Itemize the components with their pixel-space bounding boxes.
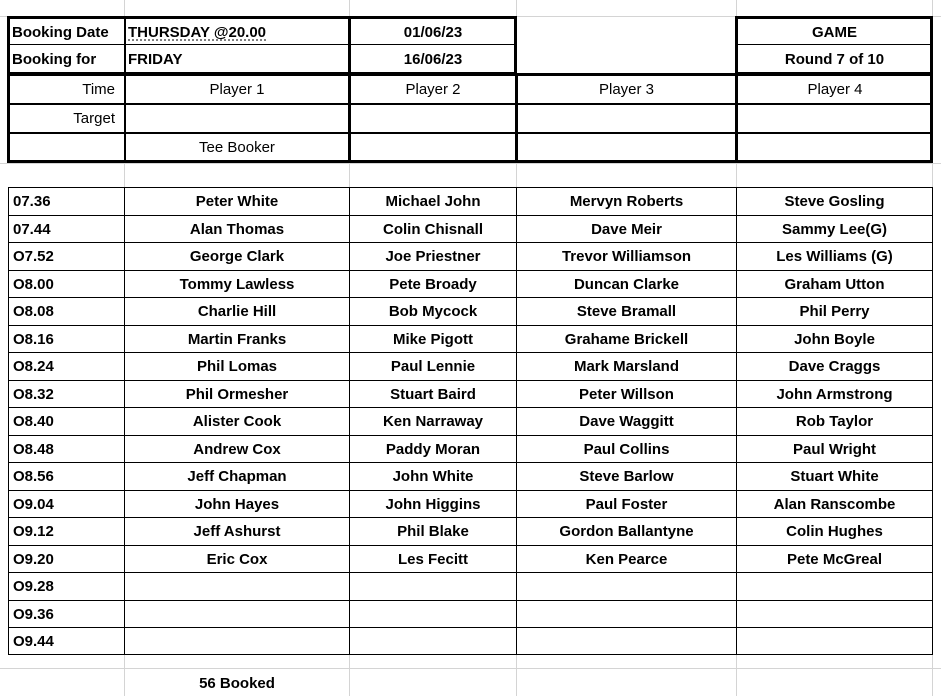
time-cell: O9.44 <box>13 632 54 650</box>
player-1-cell: Eric Cox <box>206 550 268 568</box>
player-2-cell: John White <box>392 467 474 485</box>
player-2-cell: Paul Lennie <box>390 357 476 375</box>
tee-booker-label: Tee Booker <box>199 139 275 156</box>
player-1-cell: Tommy Lawless <box>179 275 295 293</box>
time-cell: O8.32 <box>13 385 54 403</box>
player-2-cell: Michael John <box>385 192 481 210</box>
player-2-cell: Colin Chisnall <box>382 220 483 238</box>
booked-count: 56 Booked <box>199 674 275 692</box>
player-1-cell: Alan Thomas <box>189 220 285 238</box>
player-4-cell: Sammy Lee(G) <box>781 220 888 238</box>
player-2-cell: John Higgins <box>385 495 481 513</box>
player-1-cell: George Clark <box>189 247 285 265</box>
player-3-cell: Paul Collins <box>583 440 670 458</box>
time-cell: O8.48 <box>13 440 54 458</box>
player-4-cell: Rob Taylor <box>795 412 874 430</box>
booking-for-date: 16/06/23 <box>403 51 463 68</box>
player-3-cell: Dave Waggitt <box>579 412 674 430</box>
player-4-cell: Graham Utton <box>784 275 885 293</box>
player-1-header: Player 1 <box>209 81 265 98</box>
player-2-cell: Stuart Baird <box>390 385 476 403</box>
player-3-cell: Mervyn Roberts <box>569 192 684 210</box>
game-label: GAME <box>812 23 857 41</box>
player-3-cell: Mark Marsland <box>573 357 680 375</box>
player-4-cell <box>737 600 932 628</box>
player-4-header: Player 4 <box>807 81 863 98</box>
player-3-cell: Paul Foster <box>585 495 668 513</box>
booking-for-label: Booking for <box>12 51 97 68</box>
player-4-cell <box>737 627 932 655</box>
time-cell: O8.08 <box>13 302 54 320</box>
player-3-cell: Dave Meir <box>591 220 662 238</box>
player-1-cell <box>125 627 349 655</box>
time-label: Time <box>82 81 115 98</box>
time-cell: O8.40 <box>13 412 54 430</box>
player-4-cell: Pete McGreal <box>786 550 883 568</box>
player-4-cell: John Armstrong <box>776 385 893 403</box>
player-4-cell: Colin Hughes <box>786 522 883 540</box>
player-2-cell: Paddy Moran <box>385 440 481 458</box>
time-cell: O9.04 <box>13 495 54 513</box>
player-1-cell: Andrew Cox <box>193 440 281 458</box>
player-1-cell: Peter White <box>195 192 279 210</box>
time-cell: O8.56 <box>13 467 54 485</box>
player-4-cell <box>737 572 932 600</box>
player-3-cell: Peter Willson <box>579 385 674 403</box>
player-2-header: Player 2 <box>405 81 461 98</box>
player-3-cell: Steve Barlow <box>579 467 674 485</box>
player-1-cell: Jeff Ashurst <box>193 522 281 540</box>
player-1-cell: Jeff Chapman <box>187 467 287 485</box>
time-cell: O9.12 <box>13 522 54 540</box>
player-3-cell <box>517 600 736 628</box>
player-3-cell <box>517 627 736 655</box>
player-1-cell: Alister Cook <box>192 412 282 430</box>
player-4-cell: Paul Wright <box>792 440 877 458</box>
booking-for-value: FRIDAY <box>128 51 183 68</box>
player-2-cell <box>350 600 516 628</box>
booking-date-label: Booking Date <box>12 23 109 41</box>
player-3-cell: Steve Bramall <box>576 302 677 320</box>
player-3-cell: Grahame Brickell <box>564 330 689 348</box>
player-1-cell: Phil Lomas <box>196 357 278 375</box>
time-cell: O9.20 <box>13 550 54 568</box>
booking-date-date: 01/06/23 <box>403 23 463 41</box>
player-2-cell: Phil Blake <box>397 522 469 540</box>
time-cell: O7.52 <box>13 247 54 265</box>
time-cell: O9.36 <box>13 605 54 623</box>
round-label: Round 7 of 10 <box>784 51 885 68</box>
player-4-cell: Phil Perry <box>799 302 870 320</box>
player-2-cell: Mike Pigott <box>392 330 473 348</box>
player-1-cell: Phil Ormesher <box>185 385 289 403</box>
player-3-cell: Trevor Williamson <box>561 247 692 265</box>
player-3-cell <box>517 572 736 600</box>
player-2-cell: Pete Broady <box>389 275 477 293</box>
player-1-cell: Martin Franks <box>187 330 287 348</box>
player-2-cell: Joe Priestner <box>385 247 481 265</box>
player-1-cell: Charlie Hill <box>197 302 277 320</box>
time-cell: O9.28 <box>13 577 54 595</box>
player-1-cell: John Hayes <box>194 495 280 513</box>
time-cell: O8.00 <box>13 275 54 293</box>
time-cell: O8.24 <box>13 357 54 375</box>
player-1-cell <box>125 600 349 628</box>
player-4-cell: Dave Craggs <box>788 357 881 375</box>
booking-date-value: THURSDAY @20.00 <box>128 23 267 41</box>
player-4-cell: Les Williams (G) <box>776 247 893 265</box>
player-1-cell <box>125 572 349 600</box>
player-2-cell <box>350 627 516 655</box>
player-2-cell: Bob Mycock <box>388 302 478 320</box>
player-2-cell: Les Fecitt <box>397 550 469 568</box>
player-4-cell: Steve Gosling <box>784 192 885 210</box>
player-4-cell: Alan Ranscombe <box>773 495 896 513</box>
player-4-cell: John Boyle <box>794 330 875 348</box>
player-3-cell: Duncan Clarke <box>573 275 680 293</box>
time-cell: 07.44 <box>13 220 51 238</box>
player-2-cell: Ken Narraway <box>382 412 484 430</box>
player-3-cell: Gordon Ballantyne <box>559 522 694 540</box>
player-3-cell: Ken Pearce <box>585 550 668 568</box>
time-cell: O8.16 <box>13 330 54 348</box>
target-label: Target <box>73 110 115 127</box>
player-4-cell: Stuart White <box>790 467 879 485</box>
time-cell: 07.36 <box>13 192 51 210</box>
player-2-cell <box>350 572 516 600</box>
player-3-header: Player 3 <box>598 81 655 98</box>
